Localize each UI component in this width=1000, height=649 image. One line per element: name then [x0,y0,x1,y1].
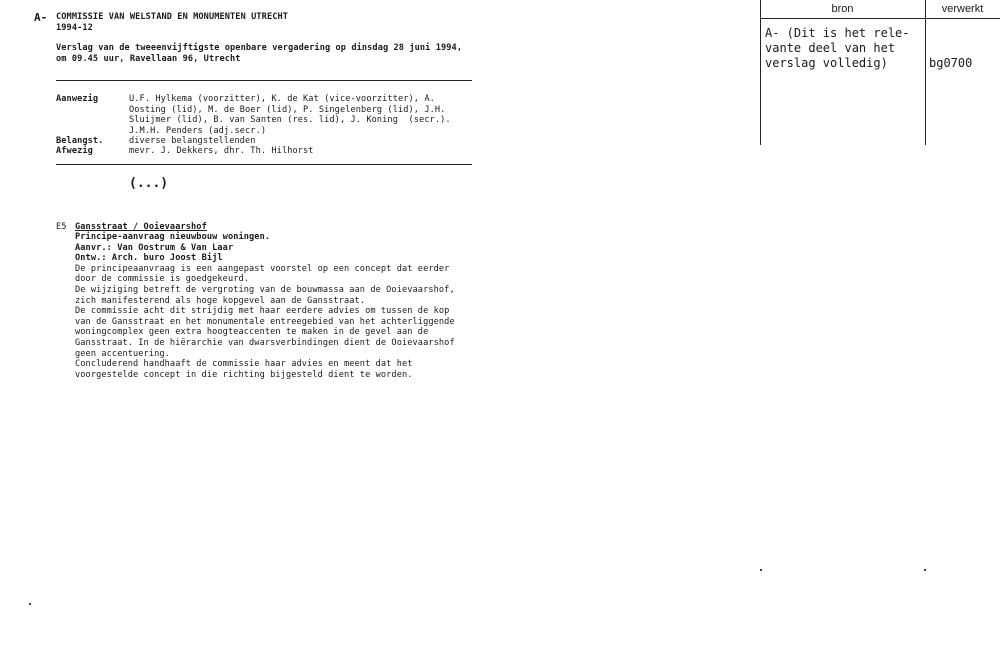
present-line: J.M.H. Penders (adj.secr.) [129,125,267,136]
body-line: De wijziging betreft de vergroting van de bouwmassa aan de Ooievaarshof, [75,284,455,295]
body-line: woningcomplex geen extra hoogteaccenten te maken in de gevel aan de [75,327,429,338]
table-border-left [760,0,761,145]
source-note-line: A- (Dit is het rele- [765,26,910,40]
absent-value: mevr. J. Dekkers, dhr. Th. Hilhorst [129,146,314,156]
section-marker: A- [34,11,48,24]
source-note [765,26,910,71]
source-note-line: verslag volledig) [765,56,888,70]
report-line-1: Verslag van de tweeenvijftigste openbare vergadering op dinsdag 28 juni 1994, [56,43,463,53]
present-list [129,94,451,136]
column-header-source: bron [831,3,854,15]
processed-code: bg0700 [929,56,973,70]
interested-label: Belangst. [56,136,104,146]
body-line: Gansstraat. In de hiërarchie van dwarsverbindingen dient de Ooievaarshof [75,337,455,348]
present-line: Sluijmer (lid), B. van Santen (res. lid), J. Koning (secr.). [129,115,451,126]
scan-speck [924,569,926,571]
body-line: zich manifesterend als hoge kopgevel aan de Gansstraat. [75,295,366,306]
present-line: U.F. Hylkema (voorzitter), K. de Kat (vice-voorzitter), A. [129,94,435,104]
interested-value: diverse belangstellenden [129,136,256,146]
divider-bottom [56,164,472,165]
body-line: De principeaanvraag is een aangepast voorstel op een concept dat eerder [75,263,450,274]
present-line: Oosting (lid), M. de Boer (lid), P. Singelenberg (lid), J.H. [129,104,446,115]
table-header-rule [760,18,1000,19]
item-subtitle: Principe-aanvraag nieuwbouw woningen. [75,232,271,242]
present-label: Aanwezig [56,94,99,104]
body-line: Concluderend handhaaft de commissie haar advies en meent dat het [75,359,413,370]
item-title: Gansstraat / Ooievaarshof [75,222,207,232]
report-line-2: om 09.45 uur, Ravellaan 96, Utrecht [56,54,241,64]
body-line: van de Gansstraat en het monumentale entreegebied van het achterliggende [75,316,455,327]
item-code: E5 [56,222,67,232]
body-line: geen accentuering. [75,348,170,359]
source-note-line: vante deel van het [765,41,896,55]
item-body [75,232,455,380]
ellipsis: (...) [129,176,169,191]
ref-number: 1994-12 [56,23,93,33]
body-line: voorgestelde concept in die richting bijgesteld dient te worden. [75,369,413,380]
divider-top [56,80,472,81]
item-applicant: Aanvr.: Van Oostrum & Van Laar [75,242,234,253]
scan-speck [760,569,762,571]
column-header-processed: verwerkt [941,3,984,15]
body-line: door de commissie is goedgekeurd. [75,274,250,285]
absent-label: Afwezig [56,146,93,156]
org-title: COMMISSIE VAN WELSTAND EN MONUMENTEN UTRECHT [56,12,289,22]
scan-speck [29,603,31,605]
table-col-divider [925,0,926,145]
item-designer: Ontw.: Arch. buro Joost Bijl [75,253,223,264]
body-line: De commissie acht dit strijdig met haar eerdere advies om tussen de kop [75,306,450,317]
